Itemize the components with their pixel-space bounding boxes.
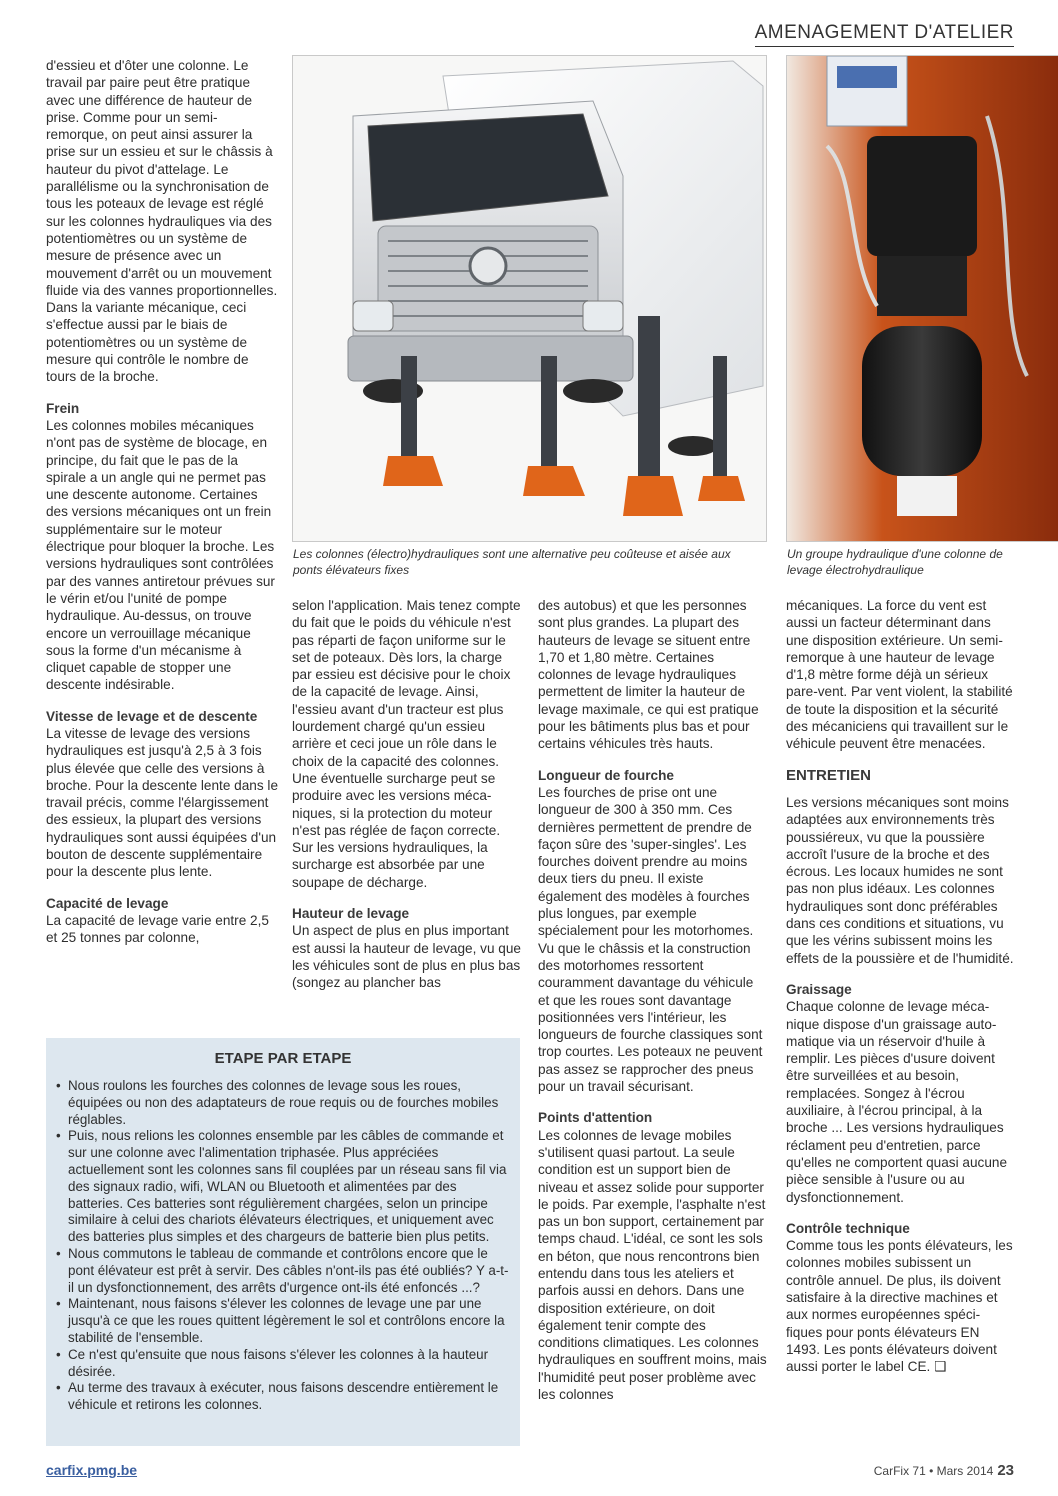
paragraph: Un aspect de plus en plus important est aussi la hauteur de levage, vu que les véhicules sont de plus en plus bas (songez au plancher bas [292, 923, 521, 991]
text-column-4 [786, 597, 1016, 1389]
step-by-step-box [46, 1038, 520, 1446]
heading-entretien: ENTRETIEN [786, 766, 872, 784]
paragraph: mécaniques. La force du vent est aussi un facteur déterminant dans une disposition extérieure. Un semi-remorque à une hauteur de levage d'1,8 mètre forme déjà un sérieux pare-vent. Par vent violent, la stabilité de toute la disposition et la sécurité des mécaniciens qui travaillent sur le véhicule peuvent être menacées. [786, 598, 1013, 752]
step-text: Nous roulons les fourches des colonnes de levage sous les roues, équipées ou non des adaptateurs de roue requis ou de fourches mobiles réglables. [68, 1078, 499, 1127]
list-item [56, 1128, 512, 1246]
text-column-2 [292, 597, 522, 1006]
paragraph: Les fourches de prise ont une longueur de 300 à 350 mm. Ces dernières permettent de prendre de façon sûre des 'super-singles'. Les fourches doivent prendre au moins deux tiers du pneu. Il existe également des modèles à fourches plus longues, par exemple spécialement pour les motorhomes. Vu que le châssis et la construction des motorhomes ressortent couramment davantage du véhicule et que les roues sont davantage positionnées vers l'intérieur, les longueurs de fourche classiques sont trop courtes. Les poteaux ne peuvent pas assez se rapprocher des pneus pour un travail sécurisant. [538, 784, 763, 1095]
subheading-fourche: Longueur de fourche [538, 767, 674, 783]
section-title: AMENAGEMENT D'ATELIER [755, 22, 1014, 47]
step-text: Au terme des travaux à exécuter, nous faisons descendre entièrement le véhicule et retirons les colonnes. [68, 1380, 499, 1413]
page-number: 23 [997, 1462, 1014, 1479]
list-item [56, 1078, 512, 1128]
paragraph: d'essieu et d'ôter une colonne. Le travail par paire peut être pratique avec une différence de hauteur de prise. Comme pour un semi-remorque, on peut ainsi assurer la prise sur un essieu et sur le châssis à hauteur du pivot d'attelage. Le parallélisme ou la synchronisation de tous les poteaux de levage est réglé sur les colonnes hydrauliques via des potentiomètres ou un système de mesure de présence avec un mouvement d'arrêt ou un mouvement fluide via des vannes proportionnelles. Dans la variante mécanique, ceci s'effectue aussi par le biais de potentiomètres ou un système de mesure qui contrôle le nombre de tours de la broche. [46, 58, 278, 385]
step-text: Ce n'est qu'ensuite que nous faisons s'élever les colonnes à la hauteur désirée. [68, 1346, 489, 1379]
paragraph: Les colonnes de levage mobiles s'utilisent quasi partout. La seule condition est un support bien de niveau et assez solide pour supporter le poids. Par exemple, l'asphalte n'est pas un bon support, certainement par temps chaud. L'idéal, ce sont les sols en béton, que nous rencontrons bien entendu dans tous les ateliers et parfois aussi en dehors. Dans une disposition extérieure, on doit également tenir compte des conditions climatiques. Les colonnes hydrauliques en souffrent moins, mais l'humidité peut poser problème avec les colonnes [538, 1127, 767, 1403]
text-column-3 [538, 597, 768, 1417]
paragraph: Les versions mécaniques sont moins adaptées aux environnements très poussiéreux, vu que la poussière accroît l'usure de la broche et des écrous. Les locaux humides ne sont pas non plus idéaux. Les colonnes hydrauliques sont donc préférables dans ces conditions et situations, vu que les vérins subissent moins les effets de la poussière et de l'humidité. [786, 794, 1014, 966]
list-item [56, 1347, 512, 1381]
footer-website-link[interactable]: carfix.pmg.be [46, 1462, 138, 1478]
step-text: Maintenant, nous faisons s'élever les colonnes de levage une par une jusqu'à ce que les roues quittent légèrement le sol et contrôlons encore la stabilité de l'ensemble. [68, 1296, 505, 1345]
subheading-capacite: Capacité de levage [46, 895, 169, 911]
step-list [56, 1078, 512, 1414]
paragraph: Chaque colonne de levage méca-nique dispose d'un graissage auto-matique via un réservoir d'huile à remplir. Les pièces d'usure doivent être surveillées et au besoin, remplacées. Songez à l'écrou auxiliaire, à l'écrou principal, à la broche ... Les versions hydrauliques réclament peu d'entretien, parce qu'elles ne comportent quasi aucune pièce sensible à l'usure ou au dysfonctionnement. [786, 999, 1007, 1205]
bullet: • [56, 1296, 61, 1312]
bullet: • [56, 1128, 61, 1144]
paragraph: Comme tous les ponts élévateurs, les colonnes mobiles subissent un contrôle annuel. De plus, ils doivent satisfaire à la directive machines et aux normes européennes spéci-fiques pour ponts élévateurs EN 1493. Les ponts élévateurs doivent aussi porter le label CE. ❑ [786, 1238, 1013, 1375]
subheading-points: Points d'attention [538, 1110, 653, 1126]
paragraph: Les colonnes mobiles mécaniques n'ont pas de système de blocage, en principe, du fait que le pas de la spirale a un angle qui ne permet pas une descente autonome. Certaines des versions mécaniques ont un frein supplémentaire sur le moteur électrique pour bloquer la broche. Les versions hydrauliques sont contrôlées par des vannes antiretour prévues sur le vérin et/ou l'unité de pompe hydraulique. Au-dessus, on trouve encore un verrouillage mécanique sous la forme d'un mécanisme à cliquet capable de stopper une descente indésirable. [46, 417, 275, 693]
photo-caption-main: Les colonnes (électro)hydrauliques sont une alternative peu coûteuse et aisée aux ponts élévateurs fixes [293, 547, 731, 577]
list-item [56, 1296, 512, 1346]
step-text: Nous commutons le tableau de commande et contrôlons encore que le pont élévateur est prêt à servir. Des câbles n'ont-ils pas été oubliés? Y a-t-il un dysfonctionnement, des arrêts d'urgence ont-ils été enfoncés ...? [68, 1245, 509, 1295]
box-title: ETAPE PAR ETAPE [214, 1050, 352, 1067]
step-text: Puis, nous relions les colonnes ensemble par les câbles de commande et sur une colonne avec l'alimentation triphasée. Plus appréciées actuellement sont les colonnes sans fil couplées par un réseau sans fil via des signaux radio, wifi, WLAN ou Bluetooth et alimentées par des batteries. Ces batteries sont régulièrement chargées, selon un principe similaire à celui des chariots élévateurs électriques, et uniquement avec des batteries plus simples et des chargeurs de batterie bien plus petits. [68, 1128, 507, 1245]
paragraph: des autobus) et que les personnes sont plus grandes. La plupart des hauteurs de levage se situent entre 1,70 et 1,80 mètre. Certaines colonnes de levage hydrauliques permettent de limiter la hauteur de levage maximale, ce qui est pratique pour les bâtiments plus bas et pour certains véhicules très hauts. [538, 598, 759, 752]
subheading-controle: Contrôle technique [786, 1220, 910, 1236]
subheading-graissage: Graissage [786, 981, 852, 997]
truck-lift-photo [292, 55, 767, 542]
list-item [56, 1380, 512, 1414]
subheading-hauteur: Hauteur de levage [292, 906, 410, 922]
subheading-frein: Frein [46, 400, 80, 416]
bullet: • [56, 1078, 61, 1093]
text-column-1 [46, 57, 278, 961]
list-item [56, 1246, 512, 1296]
hydraulic-unit-photo [786, 55, 1058, 542]
truck-illustration [293, 56, 766, 541]
hydraulic-unit-illustration [787, 56, 1058, 541]
bullet: • [56, 1245, 61, 1261]
paragraph: La vitesse de levage des versions hydrauliques est jusqu'à 2,5 à 3 fois plus élevée que celle des versions à broche. Pour la descente lente dans le travail précis, comme l'élargissement des essieux, la plupart des versions hydrauliques sont aussi équipées d'un bouton de descente supplémentaire pour la descente plus lente. [46, 725, 279, 880]
paragraph: selon l'application. Mais tenez compte du fait que le poids du véhicule n'est pas réparti de façon uniforme sur le set de poteaux. Dès lors, la charge par essieu est décisive pour le choix de la capacité de levage. Ainsi, l'essieu avant d'un tracteur est plus lourdement chargé qu'un essieu arrière et ceci joue un rôle dans le choix de la capacité des colonnes. Une éventuelle surcharge peut se produire avec les versions méca-niques, si la protection du moteur n'est pas réglée de façon correcte. Sur les versions hydrauliques, la surcharge est absorbée par une soupape de décharge. [292, 598, 521, 890]
subheading-vitesse: Vitesse de levage et de descente [46, 708, 258, 724]
paragraph: La capacité de levage varie entre 2,5 et 25 tonnes par colonne, [46, 912, 269, 946]
footer-issue [874, 1462, 1014, 1479]
bullet: • [56, 1380, 61, 1396]
issue-label: CarFix 71 • Mars 2014 [873, 1464, 994, 1478]
photo-caption-side: Un groupe hydraulique d'une colonne de levage électrohydraulique [787, 547, 1003, 577]
bullet: • [56, 1346, 61, 1362]
